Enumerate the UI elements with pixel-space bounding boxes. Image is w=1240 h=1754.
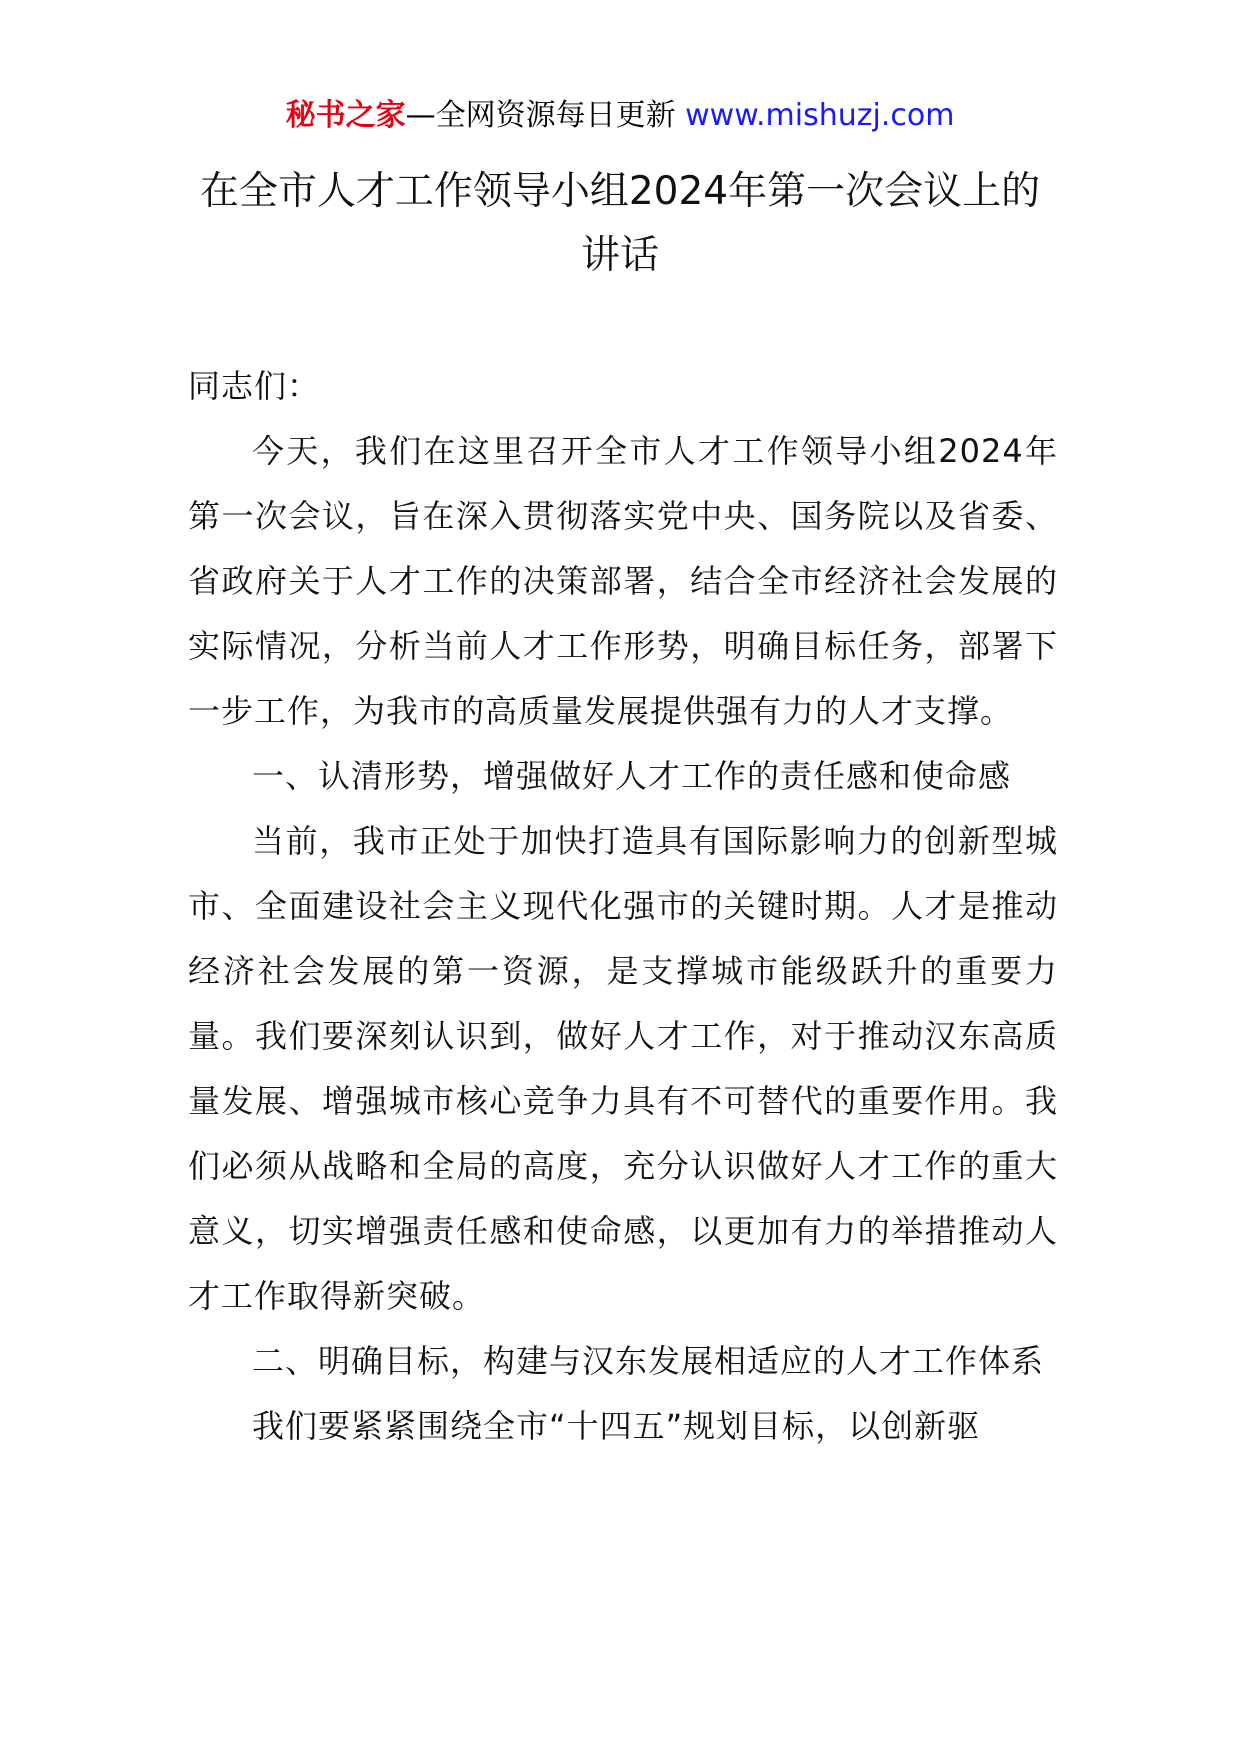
watermark-header [0, 96, 1240, 136]
brand-name: 秘书之家 [285, 98, 406, 133]
section-heading-1: 一、认清形势，增强做好人才工作的责任感和使命感 [252, 757, 1012, 795]
document-title: 在全市人才工作领导小组2024年第一次会议上的讲话 [199, 169, 1041, 278]
header-slogan: —全网资源每日更新 [405, 98, 686, 133]
paragraph-situation: 当前，我市正处于加快打造具有国际影响力的创新型城市、全面建设社会主义现代化强市的关键时期。人才是推动经济社会发展的第一资源，是支撑城市能级跃升的重要力量。我们要深刻认识到，做好人才工作，对于推动汉东高质量发展、增强城市核心竞争力具有不可替代的重要作用。我们必须从战略和全局的高度，充分认识做好人才工作的重大意义，切实增强责任感和使命感，以更加有力的举措推动人才工作取得新突破。 [188, 822, 1058, 1315]
paragraph-intro: 今天，我们在这里召开全市人才工作领导小组2024年第一次会议，旨在深入贯彻落实党中央、国务院以及省委、省政府关于人才工作的决策部署，结合全市经济社会发展的实际情况，分析当前人才工作形势，明确目标任务，部署下一步工作，为我市的高质量发展提供强有力的人才支撑。 [188, 432, 1058, 730]
salutation: 同志们： [188, 367, 321, 405]
paragraph-goals: 我们要紧紧围绕全市“十四五”规划目标，以创新驱 [252, 1407, 981, 1445]
header-url[interactable]: www.mishuzj.com [685, 98, 955, 133]
section-heading-2: 二、明确目标，构建与汉东发展相适应的人才工作体系 [252, 1342, 1045, 1380]
document-body [188, 354, 1058, 1459]
